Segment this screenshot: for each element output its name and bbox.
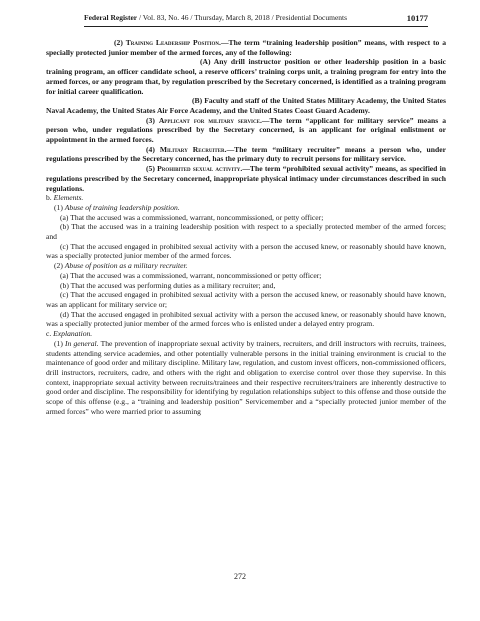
header-page-number: 10177 (406, 13, 428, 23)
definition-prohibited-sexual-activity (46, 164, 446, 193)
paragraph-number: (1) (54, 202, 65, 212)
paragraph-number: (4) (146, 144, 160, 154)
defined-term: Military Recruiter. (159, 144, 227, 154)
footer-page-number: 272 (234, 572, 246, 581)
definition-text: —The term “training leadership position” means, with respect to a specially protected junior member of the armed forces, any of the following: (46, 38, 446, 57)
publication-info (84, 12, 347, 24)
element-2-heading (46, 261, 446, 271)
defined-term: Applicant for military service. (158, 115, 262, 125)
element-2b: (b) That the accused was performing duties as a military recruiter; and, (60, 280, 276, 290)
element-1c: (c) That the accused engaged in prohibited sexual activity with a person the accused knew, or reasonably should have known, was a specially protected junior member of the armed forces. (46, 241, 446, 261)
element-title: Abuse of training leadership position. (64, 202, 180, 212)
paragraph-number: (3) (146, 115, 159, 125)
explanation-general (46, 339, 446, 417)
explanation-text: The prevention of inappropriate sexual activity by trainers, recruiters, and drill instructors with recruits, trainees, students attending service academies, and other potentially vulnerable persons in the initial training environment is crucial to the maintenance of good order and military discipline. Military law, regulation, and custom invest officers, non-commissioned officers, drill instructors, recruiters, cadre, and others with the right and obligation to exercise control over those they supervise. In this context, inappropriate sexual activity between recruits/trainees and their respective recruiters/trainers are inherently destructive to good order and discipline. The responsibility for identifying by regulation relationships subject to this offense and those outside the scope of this offense (e.g., a “training and leadership position” Servicemember and a “specially protected junior member of the armed forces” who were married prior to assuming (46, 338, 446, 416)
running-header (84, 12, 428, 27)
section-label: c. (46, 329, 54, 339)
paragraph-number: (2) (114, 38, 126, 47)
subparagraph-2A: (A) Any drill instructor position or other leadership position in a basic training program, an officer candidate school, a reserve officers’ training corps unit, a training program for entry into the armed forces, or any program that, by regulation prescribed by the Secretary concerned, is identified as a training program for initial career qualification. (46, 57, 446, 96)
definition-training-leadership-position (46, 38, 446, 57)
element-2d: (d) That the accused engaged in prohibited sexual activity with a person the accused knew, or reasonably should have known, was a specially protected junior member of the armed forces who is enlisted under a delayed entry program. (46, 309, 446, 329)
section-c-heading (46, 329, 446, 339)
section-label: b. (46, 193, 54, 203)
element-2a: (a) That the accused was a commissioned, warrant, noncommissioned or petty officer; (60, 270, 322, 280)
section-title: Elements. (53, 193, 84, 203)
section-b-heading (46, 193, 446, 203)
subparagraph-2B: (B) Faculty and staff of the United States Military Academy, the United States Naval Academy, the United States Air Force Academy, and the United States Coast Guard Academy. (46, 96, 446, 115)
element-1a: (a) That the accused was a commissioned, warrant, noncommissioned, or petty officer; (60, 212, 324, 222)
defined-term: Training Leadership Position. (125, 38, 221, 47)
definition-text: —The term “prohibited sexual activity” means, as specified in regulations prescribed by the Secretary concerned, inappropriate physical intimacy under circumstances described in such regulations. (46, 164, 446, 193)
document-body (46, 38, 446, 416)
paragraph-number: (2) (54, 261, 65, 271)
defined-term: Prohibited sexual activity. (157, 164, 243, 174)
definition-text: —The term “applicant for military service” means a person who, under regulations prescribed by the Secretary concerned, is an applicant for original enlistment or appointment in the armed forces. (46, 115, 446, 145)
definition-military-recruiter (46, 145, 446, 164)
definition-applicant-for-military-service (46, 116, 446, 145)
paragraph-number: (1) (54, 338, 65, 348)
definition-text: —The term “military recruiter” means a person who, under regulations prescribed by the Secretary concerned, has the primary duty to recruit persons for military service. (46, 144, 446, 164)
element-1b: (b) That the accused was in a training leadership position with respect to a specially protected member of the armed forces; and (46, 222, 446, 242)
element-2c: (c) That the accused engaged in prohibited sexual activity with a person the accused knew, or reasonably should have known, was an applicant for military service or; (46, 290, 446, 309)
explanation-title: In general. (65, 338, 99, 348)
publication-name: Federal Register (84, 13, 138, 22)
element-1-heading (46, 203, 446, 213)
element-title: Abuse of position as a military recruiter. (64, 261, 188, 271)
issue-details: / Vol. 83, No. 46 / Thursday, March 8, 2018 / Presidential Documents (137, 13, 348, 22)
paragraph-number: (5) (146, 164, 158, 174)
section-title: Explanation. (53, 329, 93, 339)
